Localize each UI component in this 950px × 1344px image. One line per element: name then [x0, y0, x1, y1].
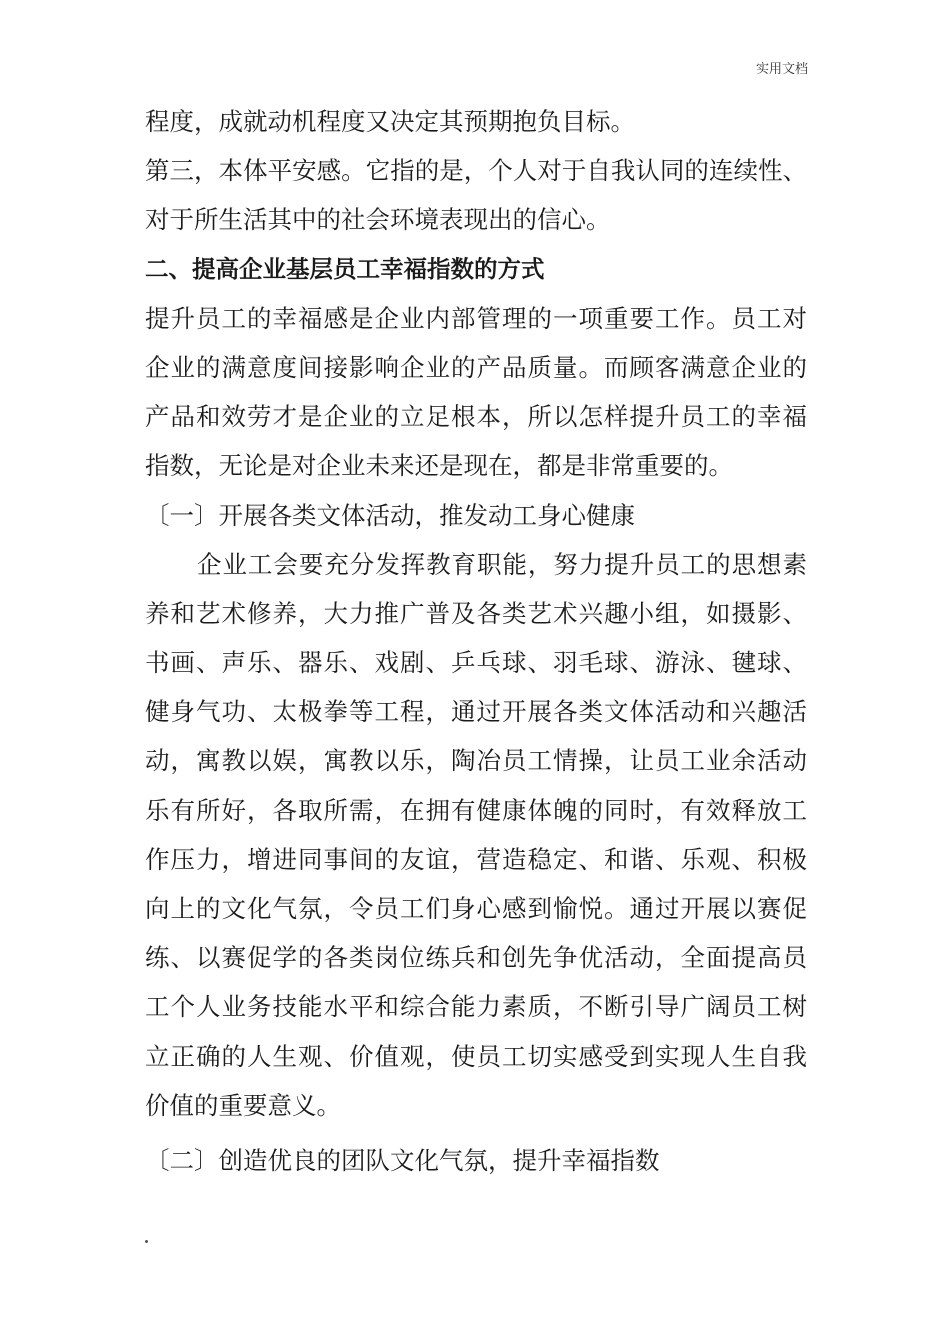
paragraph-line: 指数，无论是对企业未来还是现在，都是非常重要的。	[145, 451, 733, 481]
paragraph-line: 产品和效劳才是企业的立足根本，所以怎样提升员工的幸福	[145, 402, 807, 432]
paragraph-line: 向上的文化气氛，令员工们身心感到愉悦。通过开展以赛促	[145, 894, 807, 923]
subsection-heading: 〔二〕创造优良的团队文化气氛，提升幸福指数	[145, 1145, 660, 1175]
footer-dot	[145, 1240, 148, 1243]
paragraph-line: 工个人业务技能水平和综合能力素质，不断引导广阔员工树	[145, 992, 807, 1022]
paragraph-line: 提升员工的幸福感是企业内部管理的一项重要工作。员工对	[145, 303, 807, 333]
paragraph-line: 第三，本体平安感。它指的是，个人对于自我认同的连续性、	[145, 156, 807, 186]
paragraph-line: 健身气功、太极拳等工程，通过开展各类文体活动和兴趣活	[145, 697, 807, 727]
paragraph-line: 乐有所好，各取所需，在拥有健康体魄的同时，有效释放工	[145, 795, 807, 825]
paragraph-line: 立正确的人生观、价值观，使员工切实感受到实现人生自我	[145, 1041, 807, 1071]
paragraph-line: 企业工会要充分发挥教育职能，努力提升员工的思想素	[197, 549, 807, 579]
section-heading: 二、提高企业基层员工幸福指数的方式	[145, 254, 545, 283]
paragraph-line: 价值的重要意义。	[145, 1090, 341, 1120]
paragraph-line: 养和艺术修养，大力推广普及各类艺术兴趣小组，如摄影、	[145, 598, 807, 628]
document-body	[145, 97, 807, 1185]
paragraph-line: 企业的满意度间接影响企业的产品质量。而顾客满意企业的	[145, 352, 807, 382]
paragraph-line: 作压力，增进同事间的友谊，营造稳定、和谐、乐观、积极	[145, 844, 807, 874]
page-header-tag: 实用文档	[755, 62, 808, 77]
paragraph-line: 动，寓教以娱，寓教以乐，陶冶员工情操，让员工业余活动	[145, 746, 807, 776]
subsection-heading: 〔一〕开展各类文体活动，推发动工身心健康	[145, 500, 635, 530]
paragraph-line: 对于所生活其中的社会环境表现出的信心。	[145, 205, 611, 235]
paragraph-line: 练、以赛促学的各类岗位练兵和创先争优活动，全面提高员	[145, 943, 807, 973]
paragraph-line: 程度，成就动机程度又决定其预期抱负目标。	[145, 107, 635, 136]
paragraph-line: 书画、声乐、器乐、戏剧、乒乓球、羽毛球、游泳、毽球、	[145, 648, 807, 678]
